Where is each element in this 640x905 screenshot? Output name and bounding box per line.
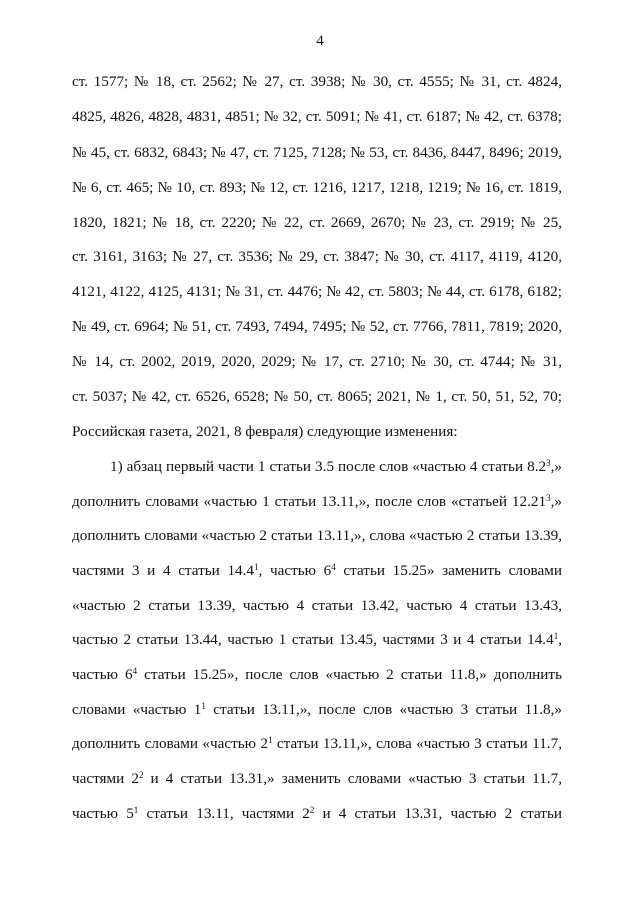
text-run: и 4 статьи 13.31,» заменить словами «частью 3 статьи 11.7, <box>143 770 562 787</box>
paragraph-line <box>72 770 562 788</box>
text-run: дополнить словами «частью 2 <box>72 735 269 752</box>
paragraph-line <box>72 631 562 649</box>
paragraph-line <box>72 701 562 719</box>
text-run: статьи 13.11, частями 2 <box>138 805 310 822</box>
text-line: ст. 3161, 3163; № 27, ст. 3536; № 29, ст. 3847; № 30, ст. 4117, 4119, 4120, <box>72 248 562 265</box>
text-line: 1820, 1821; № 18, ст. 2220; № 22, ст. 2669, 2670; № 23, ст. 2919; № 25, <box>72 214 562 231</box>
text-line: № 14, ст. 2002, 2019, 2020, 2029; № 17, ст. 2710; № 30, ст. 4744; № 31, <box>72 353 562 370</box>
text-run: словами «частью 1 <box>72 701 202 718</box>
text-line: ст. 1577; № 18, ст. 2562; № 27, ст. 3938; № 30, ст. 4555; № 31, ст. 4824, <box>72 73 562 90</box>
superscript: 1 <box>553 631 559 642</box>
text-run: «частью 2 статьи 13.39, частью 4 статьи 13.42, частью 4 статьи 13.43, <box>72 597 562 614</box>
text-run: дополнить словами «частью 2 статьи 13.11,», слова «частью 2 статьи 13.39, <box>72 527 562 544</box>
text-run: частями 3 и 4 статьи 14.4 <box>72 562 255 579</box>
superscript: 1 <box>268 735 273 746</box>
text-line: № 45, ст. 6832, 6843; № 47, ст. 7125, 7128; № 53, ст. 8436, 8447, 8496; 2019, <box>72 144 562 161</box>
superscript: 4 <box>331 562 336 573</box>
superscript: 1 <box>201 701 206 712</box>
text-run: 1) абзац первый части 1 статьи 3.5 после слов «частью 4 статьи 8.2 <box>110 458 547 475</box>
superscript: 3 <box>546 493 551 504</box>
superscript: 2 <box>309 805 315 816</box>
paragraph-line <box>110 458 562 476</box>
text-run: статьи 13.11,», после слов «частью 3 статьи 11.8,» <box>205 701 562 718</box>
paragraph-line <box>72 805 562 823</box>
paragraph-line <box>72 493 562 511</box>
text-run: статьи 13.11,», слова «частью 3 статьи 11.7, <box>272 735 562 752</box>
text-line: Российская газета, 2021, 8 февраля) следующие изменения: <box>72 423 458 440</box>
paragraph-line <box>72 597 562 615</box>
text-line: 4825, 4826, 4828, 4831, 4851; № 32, ст. 5091; № 41, ст. 6187; № 42, ст. 6378; <box>72 108 562 125</box>
paragraph-line <box>72 562 562 580</box>
page-number: 4 <box>316 33 324 49</box>
text-run: частью 5 <box>72 805 134 822</box>
text-line: № 6, ст. 465; № 10, ст. 893; № 12, ст. 1216, 1217, 1218, 1219; № 16, ст. 1819, <box>72 179 562 196</box>
text-run: частью 2 статьи 13.44, частью 1 статьи 13.45, частями 3 и 4 статьи 14.4 <box>72 631 554 648</box>
superscript: 1 <box>133 805 139 816</box>
text-run: ,» <box>550 458 562 475</box>
text-run: , <box>558 631 562 648</box>
paragraph-line <box>72 527 562 545</box>
paragraph-line <box>72 735 562 753</box>
text-line: ст. 5037; № 42, ст. 6526, 6528; № 50, ст. 8065; 2021, № 1, ст. 50, 51, 52, 70; <box>72 388 562 405</box>
text-run: частью 6 <box>72 666 133 683</box>
superscript: 1 <box>254 562 259 573</box>
text-line: № 49, ст. 6964; № 51, ст. 7493, 7494, 7495; № 52, ст. 7766, 7811, 7819; 2020, <box>72 318 562 335</box>
text-run: статьи 15.25», после слов «частью 2 статьи 11.8,» дополнить <box>137 666 562 683</box>
text-run: статьи 15.25» заменить словами <box>335 562 562 579</box>
text-run: дополнить словами «частью 1 статьи 13.11,», после слов «статьей 12.21 <box>72 493 547 510</box>
superscript: 3 <box>546 458 551 469</box>
text-run: , частью 6 <box>258 562 332 579</box>
text-line: 4121, 4122, 4125, 4131; № 31, ст. 4476; № 42, ст. 5803; № 44, ст. 6178, 6182; <box>72 283 562 300</box>
superscript: 4 <box>132 666 138 677</box>
text-run: ,» <box>550 493 562 510</box>
paragraph-line <box>72 666 562 684</box>
text-run: и 4 статьи 13.31, частью 2 статьи <box>314 805 563 822</box>
text-run: частями 2 <box>72 770 139 787</box>
superscript: 2 <box>138 770 144 781</box>
